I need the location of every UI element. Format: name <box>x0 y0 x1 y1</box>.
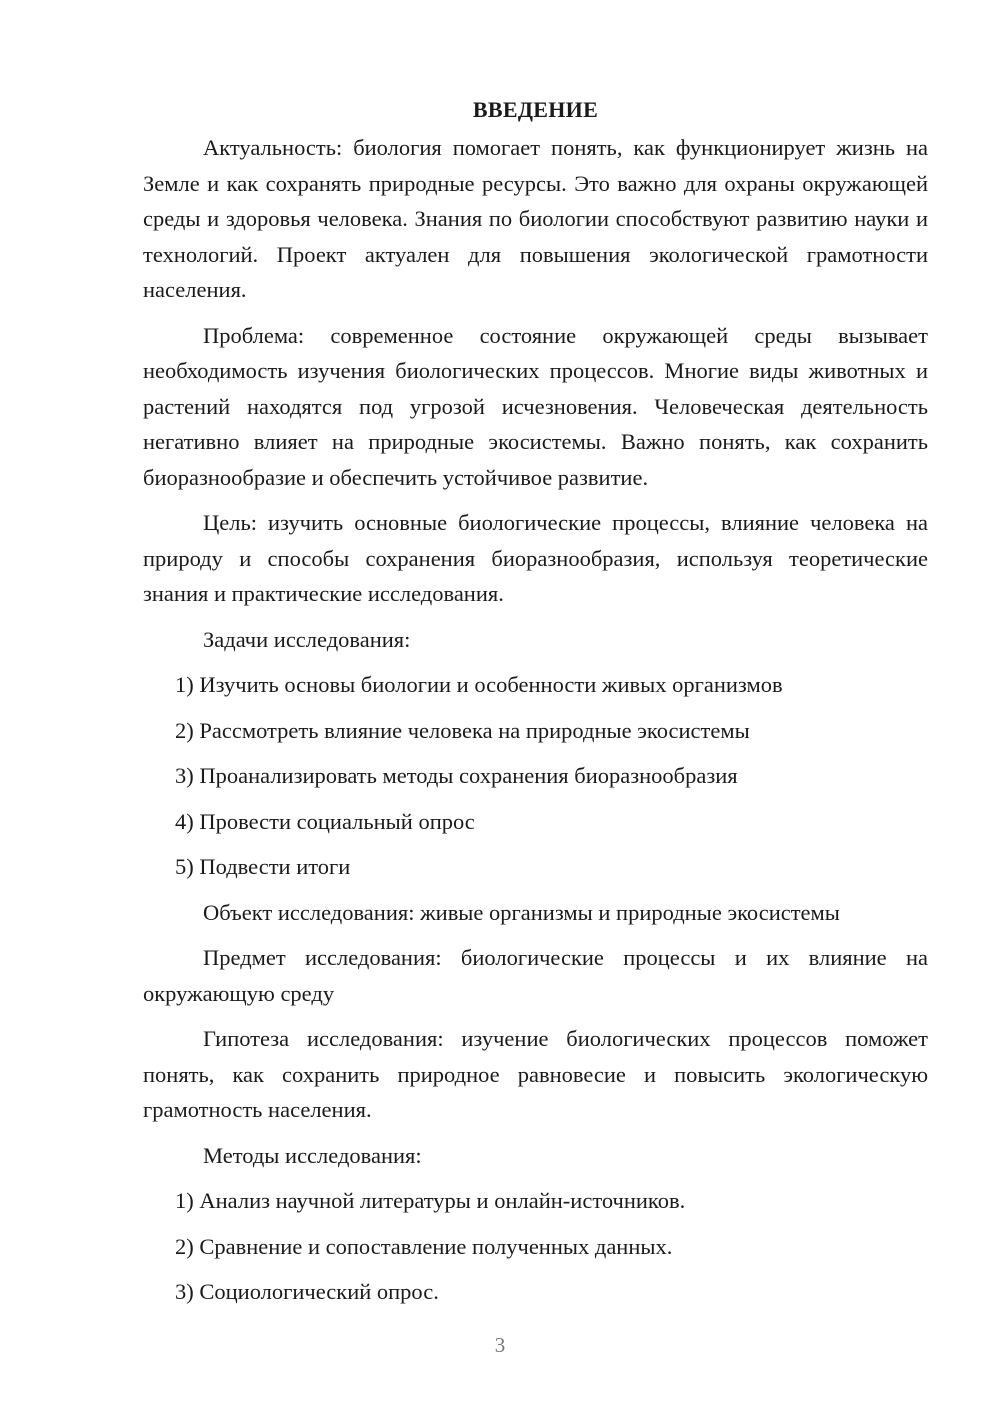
tasks-list <box>143 667 928 885</box>
relevance-paragraph: Актуальность: биология помогает понять, как функционирует жизнь на Земле и как сохранять природные ресурсы. Это важно для охраны окружающей среды и здоровья человека. Знания по биологии способствуют развитию науки и технологий. Проект актуален для повышения экологической грамотности населения. <box>143 135 928 302</box>
methods-list <box>143 1183 928 1310</box>
methods-heading: Методы исследования: <box>203 1142 422 1168</box>
task-item: 4) Провести социальный опрос <box>175 808 475 834</box>
page-number: 3 <box>494 1333 506 1357</box>
task-item: 5) Подвести итоги <box>175 854 351 879</box>
hypothesis-paragraph: Гипотеза исследования: изучение биологических процессов поможет понять, как сохранить природное равновесие и повысить экологическую грамотность населения. <box>143 1026 928 1122</box>
problem-paragraph: Проблема: современное состояние окружающей среды вызывает необходимость изучения биологических процессов. Многие виды животных и растений находятся под угрозой исчезновения. Человеческая деятельность негативно влияет на природные экосистемы. Важно понять, как сохранить биоразнообразие и обеспечить устойчивое развитие. <box>143 322 928 490</box>
subject-paragraph: Предмет исследования: биологические процессы и их влияние на окружающую среду <box>143 945 928 1006</box>
method-item: 3) Социологический опрос. <box>175 1279 439 1304</box>
task-item: 2) Рассмотреть влияние человека на природные экосистемы <box>175 717 750 743</box>
document-page <box>143 92 928 1320</box>
tasks-heading: Задачи исследования: <box>203 626 411 652</box>
object-paragraph: Объект исследования: живые организмы и природные экосистемы <box>203 899 840 925</box>
goal-paragraph: Цель: изучить основные биологические процессы, влияние человека на природу и способы сохранения биоразнообразия, используя теоретические знания и практические исследования. <box>143 510 928 606</box>
method-item: 1) Анализ научной литературы и онлайн-источников. <box>175 1188 686 1213</box>
task-item: 3) Проанализировать методы сохранения биоразнообразия <box>175 763 738 788</box>
task-item: 1) Изучить основы биологии и особенности живых организмов <box>175 672 783 697</box>
document-title: ВВЕДЕНИЕ <box>472 97 599 122</box>
method-item: 2) Сравнение и сопоставление полученных данных. <box>175 1233 673 1259</box>
